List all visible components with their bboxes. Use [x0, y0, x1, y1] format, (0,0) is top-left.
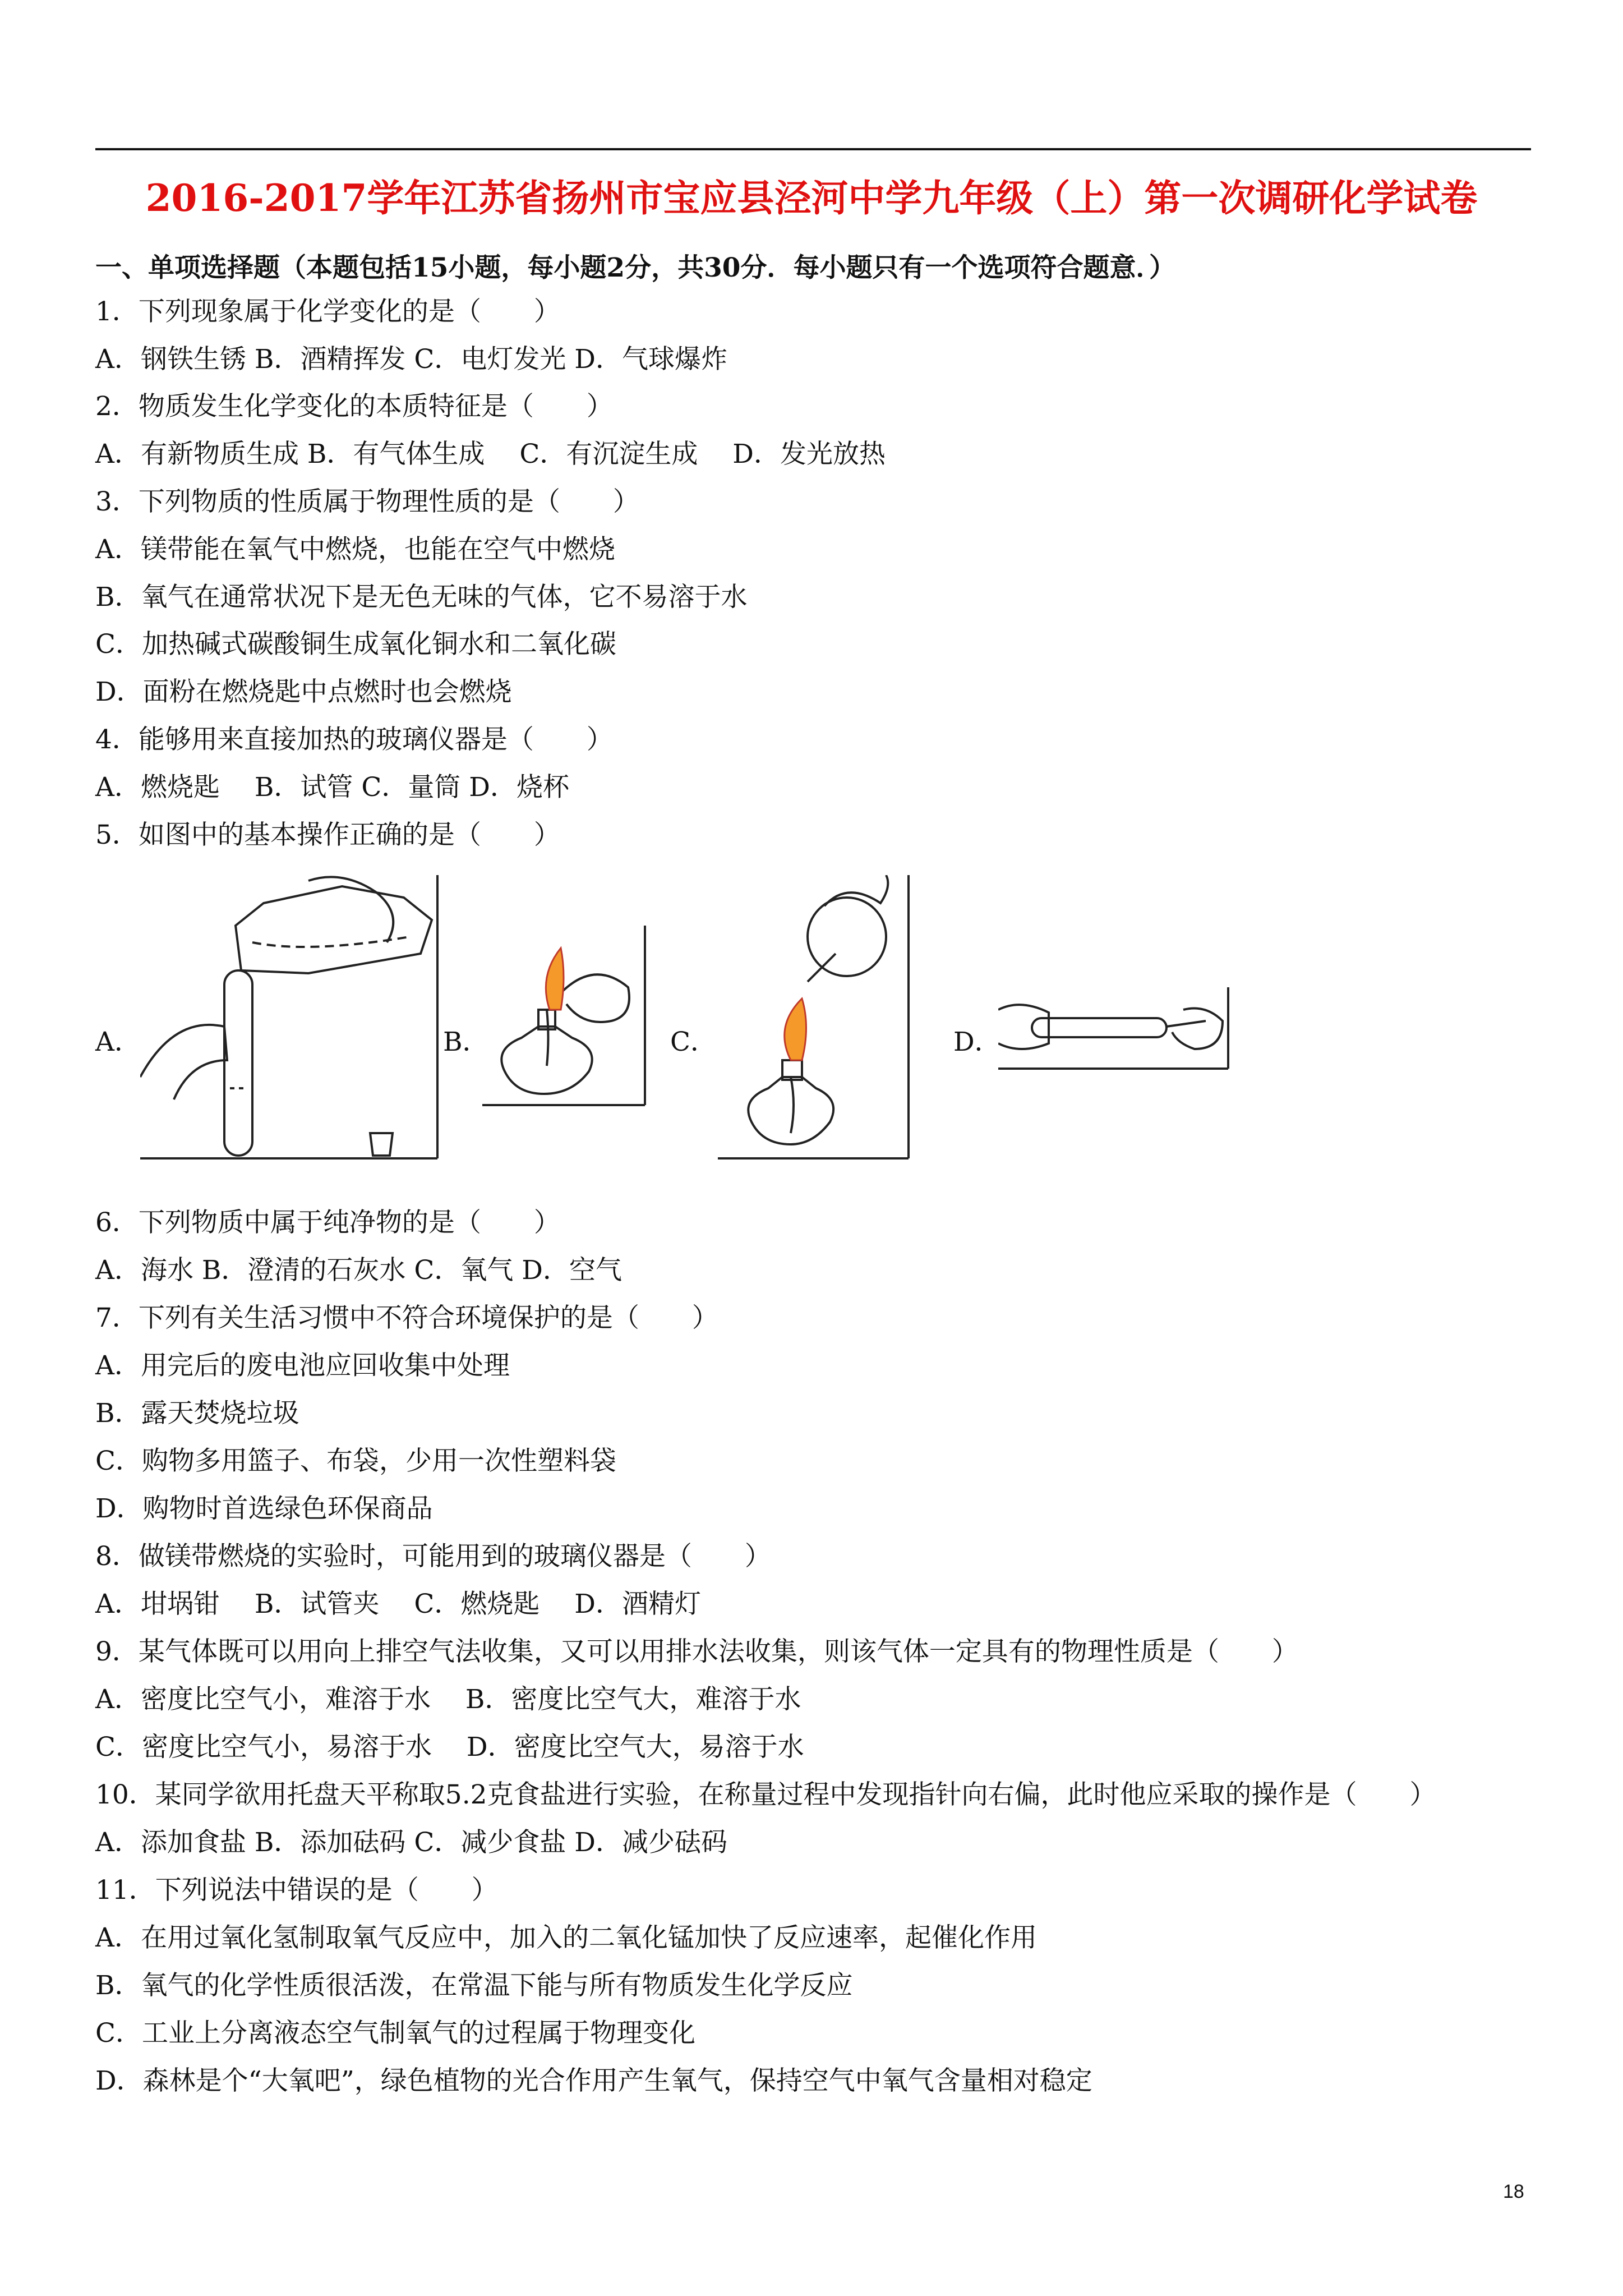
- option-line: C．密度比空气小，易溶于水 D．密度比空气大，易溶于水: [95, 1732, 804, 1763]
- question-line: 6．下列物质中属于纯净物的是（ ）: [95, 1207, 560, 1238]
- header-rule: [95, 148, 1531, 150]
- blowing-out-lamp-illustration: [718, 875, 914, 1161]
- option-line: D．面粉在燃烧匙中点燃时也会燃烧: [95, 677, 512, 707]
- question-line: 10．某同学欲用托盘天平称取5.2克食盐进行实验，在称量过程中发现指针向右偏，此时他应采取的操作是（ ）: [95, 1779, 1436, 1810]
- page-number: 18: [1503, 2181, 1524, 2202]
- option-line: A．坩埚钳 B．试管夹 C．燃烧匙 D．酒精灯: [95, 1589, 701, 1619]
- figure-label-a: A．: [95, 1027, 141, 1057]
- option-line: A．添加食盐 B．添加砝码 C．减少食盐 D．减少砝码: [95, 1827, 727, 1858]
- option-line: D．购物时首选绿色环保商品: [95, 1493, 433, 1524]
- question-line: 1．下列现象属于化学变化的是（ ）: [95, 296, 560, 327]
- question-line: 11．下列说法中错误的是（ ）: [95, 1875, 498, 1906]
- option-line: B．氧气的化学性质很活泼，在常温下能与所有物质发生化学反应: [95, 1970, 853, 2001]
- option-line: C．购物多用篮子、布袋，少用一次性塑料袋: [95, 1446, 616, 1476]
- figure-label-c: C．: [670, 1027, 717, 1057]
- section-heading: 一、单项选择题（本题包括15小题，每小题2分，共30分．每小题只有一个选项符合题意．）: [95, 252, 1176, 283]
- pouring-liquid-illustration: [140, 875, 443, 1161]
- exam-title: 2016-2017学年江苏省扬州市宝应县泾河中学九年级（上）第一次调研化学试卷: [145, 176, 1478, 220]
- option-line: A．海水 B．澄清的石灰水 C．氧气 D．空气: [95, 1255, 622, 1286]
- option-line: A．密度比空气小，难溶于水 B．密度比空气大，难溶于水: [95, 1684, 801, 1715]
- test-tube-sample-illustration: [998, 987, 1234, 1071]
- option-line: A．有新物质生成 B．有气体生成 C．有沉淀生成 D．发光放热: [95, 439, 886, 470]
- option-line: A．镁带能在氧气中燃烧，也能在空气中燃烧: [95, 534, 615, 565]
- option-line: A．用完后的废电池应回收集中处理: [95, 1350, 510, 1381]
- question-line: 3．下列物质的性质属于物理性质的是（ ）: [95, 486, 639, 517]
- option-line: A．燃烧匙 B．试管 C．量筒 D．烧杯: [95, 772, 569, 803]
- figure-label-d: D．: [953, 1027, 1001, 1057]
- question-line: 8．做镁带燃烧的实验时，可能用到的玻璃仪器是（ ）: [95, 1541, 771, 1572]
- question-line: 4．能够用来直接加热的玻璃仪器是（ ）: [95, 724, 613, 755]
- question-line: 5．如图中的基本操作正确的是（ ）: [95, 820, 560, 850]
- lighting-lamp-illustration: [482, 926, 651, 1111]
- figure-row: [95, 875, 1531, 1189]
- option-line: B．露天焚烧垃圾: [95, 1398, 299, 1429]
- figure-label-b: B．: [443, 1027, 489, 1057]
- option-line: D．森林是个“大氧吧”，绿色植物的光合作用产生氧气，保持空气中氧气含量相对稳定: [95, 2065, 1092, 2096]
- option-line: A．钢铁生锈 B．酒精挥发 C．电灯发光 D．气球爆炸: [95, 344, 727, 375]
- option-line: A．在用过氧化氢制取氧气反应中，加入的二氧化锰加快了反应速率，起催化作用: [95, 1922, 1037, 1953]
- question-line: 2．物质发生化学变化的本质特征是（ ）: [95, 391, 613, 422]
- question-line: 7．下列有关生活习惯中不符合环境保护的是（ ）: [95, 1303, 718, 1333]
- question-line: 9．某气体既可以用向上排空气法收集，又可以用排水法收集，则该气体一定具有的物理性质是（ ）: [95, 1636, 1298, 1667]
- option-line: C．加热碱式碳酸铜生成氧化铜水和二氧化碳: [95, 629, 616, 660]
- option-line: C．工业上分离液态空气制氧气的过程属于物理变化: [95, 2018, 695, 2049]
- option-line: B．氧气在通常状况下是无色无味的气体，它不易溶于水: [95, 582, 748, 613]
